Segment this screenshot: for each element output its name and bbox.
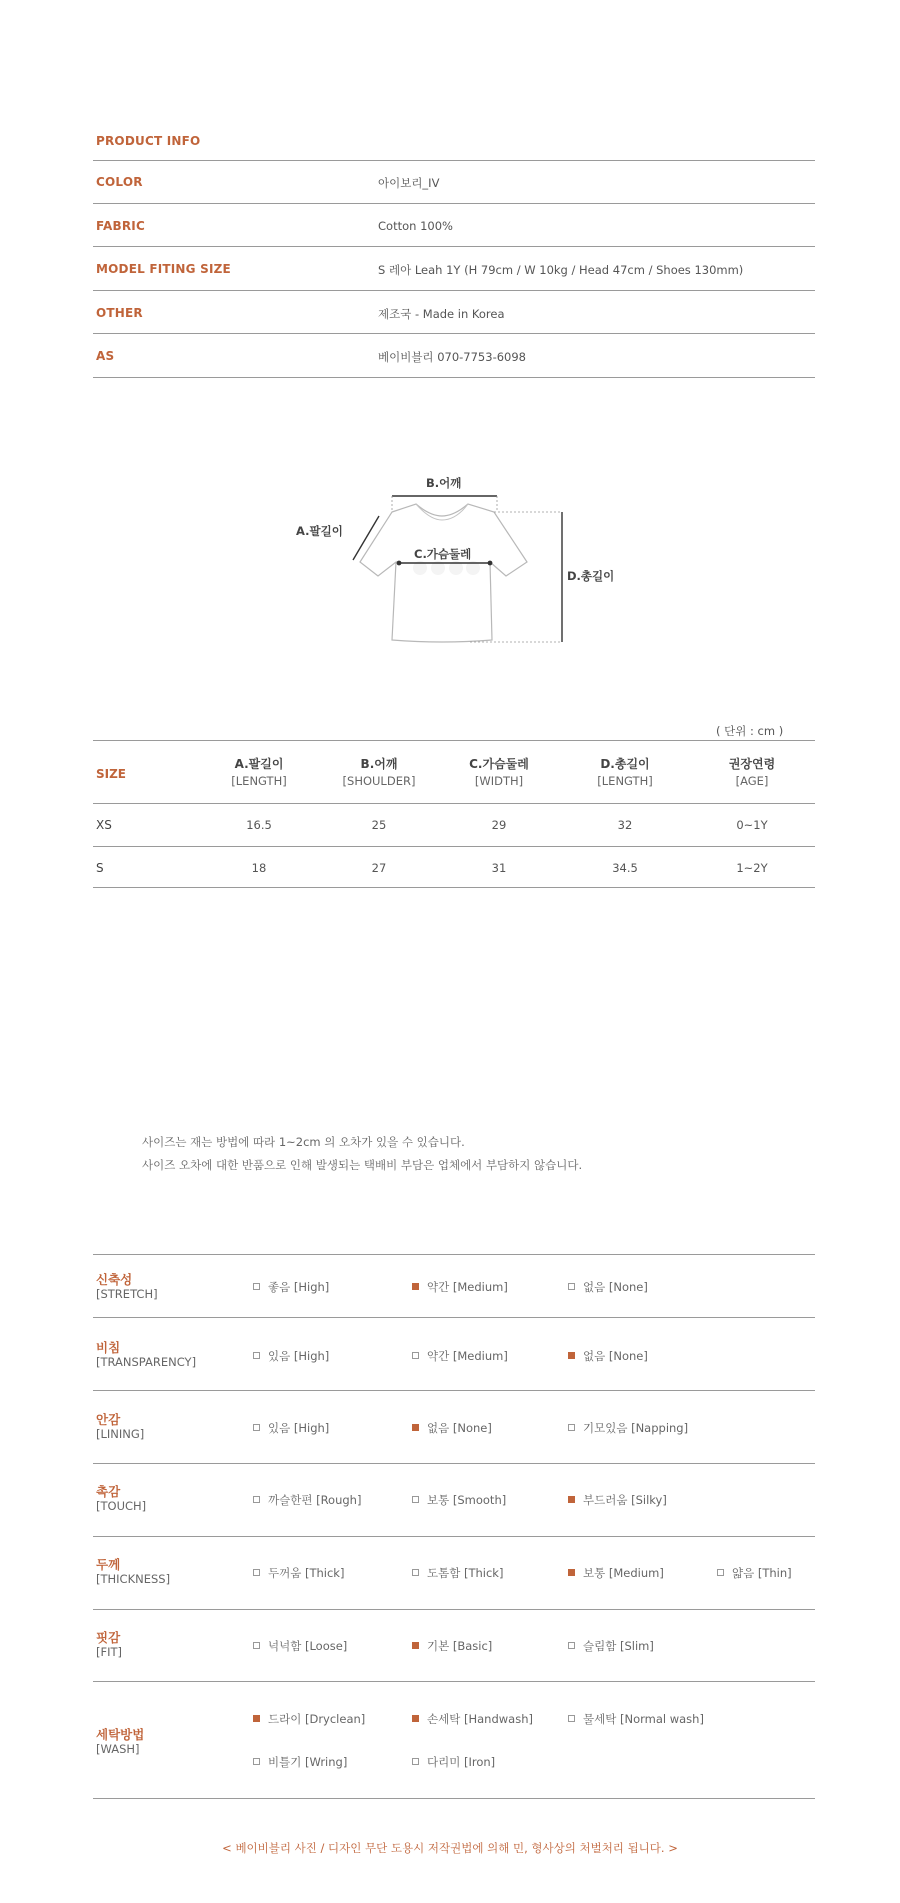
option-normal-wash[interactable] (568, 1711, 704, 1727)
checked-box-icon (568, 1352, 575, 1359)
char-label-ko: 핏감 (96, 1630, 121, 1645)
checked-box-icon (412, 1283, 419, 1290)
divider (93, 1317, 815, 1318)
checked-box-icon (412, 1715, 419, 1722)
table-cell: 16.5 (246, 818, 272, 832)
info-value-model: S 레아 Leah 1Y (H 79cm / W 10kg / Head 47cm / Shoes 130mm) (378, 263, 744, 277)
divider (93, 203, 815, 204)
checkbox-icon (412, 1352, 419, 1359)
option-wring[interactable] (253, 1754, 347, 1770)
option-silky[interactable] (568, 1492, 667, 1508)
copyright-notice: < 베이비블리 사진 / 디자인 무단 도용시 저작권법에 의해 민, 형사상의 처벌처리 됩니다. > (222, 1841, 678, 1855)
checkbox-icon (253, 1424, 260, 1431)
option-label: 슬림함 [Slim] (583, 1639, 654, 1653)
diagram-label-b: B.어깨 (426, 476, 462, 490)
column-header-shoulder (319, 755, 439, 788)
option-high[interactable] (253, 1420, 329, 1436)
option-label: 있음 [High] (268, 1349, 330, 1363)
info-label-other: OTHER (96, 306, 143, 320)
column-header-main: A.팔길이 (234, 757, 284, 771)
char-label-en: [WASH] (96, 1742, 140, 1756)
checkbox-icon (412, 1569, 419, 1576)
table-cell: 34.5 (612, 861, 638, 875)
column-header-length (565, 755, 685, 788)
table-cell: 1~2Y (736, 861, 768, 875)
column-header-main: C.가슴둘레 (469, 757, 529, 771)
option-label: 부드러움 [Silky] (583, 1493, 667, 1507)
column-header-chest (439, 755, 559, 788)
divider (93, 1798, 815, 1799)
char-label-ko: 두께 (96, 1557, 121, 1572)
option-label: 다리미 [Iron] (427, 1755, 496, 1769)
info-value-other: 제조국 - Made in Korea (378, 307, 505, 321)
option-label: 드라이 [Dryclean] (268, 1712, 366, 1726)
option-thin[interactable] (717, 1565, 792, 1581)
table-cell: 0~1Y (736, 818, 768, 832)
option-label: 없음 [None] (583, 1280, 648, 1294)
option-rough[interactable] (253, 1492, 361, 1508)
divider (93, 1254, 815, 1255)
option-medium[interactable] (412, 1279, 508, 1295)
divider (93, 803, 815, 804)
info-label-model: MODEL FITING SIZE (96, 262, 231, 276)
divider (93, 1463, 815, 1464)
product-info-title: PRODUCT INFO (96, 134, 201, 148)
checkbox-icon (412, 1758, 419, 1765)
checkbox-icon (253, 1758, 260, 1765)
size-row-label: XS (96, 818, 112, 832)
option-label: 물세탁 [Normal wash] (583, 1712, 704, 1726)
checkbox-icon (412, 1496, 419, 1503)
divider (93, 290, 815, 291)
checkbox-icon (568, 1424, 575, 1431)
char-label-en: [TOUCH] (96, 1499, 147, 1513)
char-label-en: [LINING] (96, 1427, 145, 1441)
checkbox-icon (568, 1715, 575, 1722)
info-label-as: AS (96, 349, 115, 363)
table-cell: 18 (251, 861, 267, 875)
checkbox-icon (253, 1569, 260, 1576)
size-row-label: S (96, 861, 104, 875)
char-label-ko: 세탁방법 (96, 1727, 145, 1742)
checkbox-icon (253, 1496, 260, 1503)
size-header: SIZE (96, 767, 127, 781)
char-label-en: [TRANSPARENCY] (96, 1355, 197, 1369)
option-none[interactable] (568, 1279, 648, 1295)
size-note: 사이즈는 재는 방법에 따라 1~2cm 의 오차가 있을 수 있습니다. (142, 1135, 465, 1149)
checkbox-icon (253, 1642, 260, 1649)
option-none[interactable] (412, 1420, 492, 1436)
divider (93, 740, 815, 741)
table-cell: 29 (491, 818, 507, 832)
column-header-sub: [AGE] (735, 774, 769, 788)
checkbox-icon (253, 1283, 260, 1290)
column-header-sleeve (199, 755, 319, 788)
column-header-main: 권장연령 (728, 757, 776, 771)
option-none[interactable] (568, 1348, 648, 1364)
option-napping[interactable] (568, 1420, 688, 1436)
info-label-color: COLOR (96, 175, 143, 189)
divider (93, 333, 815, 334)
option-high[interactable] (253, 1348, 329, 1364)
option-slim[interactable] (568, 1638, 654, 1654)
option-label: 넉넉함 [Loose] (268, 1639, 348, 1653)
option-label: 도톰함 [Thick] (427, 1566, 504, 1580)
info-label-fabric: FABRIC (96, 219, 145, 233)
option-medium[interactable] (412, 1348, 508, 1364)
unit-label: ( 단위 : cm ) (716, 724, 784, 738)
column-header-sub: [SHOULDER] (342, 774, 416, 788)
column-header-sub: [LENGTH] (597, 774, 653, 788)
option-label: 비틀기 [Wring] (268, 1755, 348, 1769)
table-cell: 25 (371, 818, 387, 832)
checkbox-icon (717, 1569, 724, 1576)
option-high[interactable] (253, 1279, 329, 1295)
table-cell: 31 (491, 861, 507, 875)
char-label-ko: 비침 (96, 1340, 121, 1355)
option-medium[interactable] (568, 1565, 664, 1581)
option-label: 얇음 [Thin] (732, 1566, 792, 1580)
option-label: 손세탁 [Handwash] (427, 1712, 533, 1726)
info-value-fabric: Cotton 100% (378, 219, 453, 233)
checkbox-icon (568, 1283, 575, 1290)
checked-box-icon (412, 1642, 419, 1649)
size-note: 사이즈 오차에 대한 반품으로 인해 발생되는 택배비 부담은 업체에서 부담하지 않습니다. (142, 1158, 583, 1172)
char-label-en: [STRETCH] (96, 1287, 158, 1301)
option-loose[interactable] (253, 1638, 347, 1654)
option-thick[interactable] (253, 1565, 344, 1581)
checkbox-icon (253, 1352, 260, 1359)
divider (93, 1390, 815, 1391)
option-thick-2[interactable] (412, 1565, 503, 1581)
divider (93, 846, 815, 847)
column-header-main: D.총길이 (600, 757, 650, 771)
char-label-ko: 촉감 (96, 1484, 121, 1499)
option-label: 까슬한편 [Rough] (268, 1493, 362, 1507)
column-header-sub: [WIDTH] (474, 774, 524, 788)
option-label: 있음 [High] (268, 1421, 330, 1435)
option-label: 기본 [Basic] (427, 1639, 493, 1653)
option-label: 약간 [Medium] (427, 1349, 508, 1363)
option-label: 없음 [None] (427, 1421, 492, 1435)
table-cell: 32 (617, 818, 633, 832)
checked-box-icon (568, 1496, 575, 1503)
checked-box-icon (568, 1569, 575, 1576)
char-label-en: [THICKNESS] (96, 1572, 171, 1586)
option-iron[interactable] (412, 1754, 495, 1770)
checkbox-icon (568, 1642, 575, 1649)
divider (93, 887, 815, 888)
option-label: 좋음 [High] (268, 1280, 330, 1294)
option-label: 약간 [Medium] (427, 1280, 508, 1294)
checked-box-icon (253, 1715, 260, 1722)
column-header-age (692, 755, 812, 788)
column-header-sub: [LENGTH] (231, 774, 287, 788)
option-label: 없음 [None] (583, 1349, 648, 1363)
option-handwash[interactable] (412, 1711, 533, 1727)
info-value-color: 아이보리_IV (378, 176, 440, 190)
divider (93, 1609, 815, 1610)
divider (93, 246, 815, 247)
checked-box-icon (412, 1424, 419, 1431)
char-label-ko: 신축성 (96, 1272, 133, 1287)
measurement-diagram (280, 470, 640, 650)
column-header-main: B.어깨 (360, 757, 398, 771)
option-label: 보통 [Medium] (583, 1566, 664, 1580)
option-basic[interactable] (412, 1638, 492, 1654)
option-smooth[interactable] (412, 1492, 506, 1508)
diagram-label-a: A.팔길이 (296, 524, 343, 538)
diagram-label-c: C.가슴둘레 (414, 547, 472, 561)
divider (93, 1536, 815, 1537)
char-label-en: [FIT] (96, 1645, 123, 1659)
option-label: 보통 [Smooth] (427, 1493, 507, 1507)
divider (93, 160, 815, 161)
info-value-as: 베이비블리 070-7753-6098 (378, 350, 526, 364)
char-label-ko: 안감 (96, 1412, 121, 1427)
option-label: 두꺼움 [Thick] (268, 1566, 345, 1580)
table-cell: 27 (371, 861, 387, 875)
option-dryclean[interactable] (253, 1711, 365, 1727)
diagram-label-d: D.총길이 (567, 569, 615, 583)
option-label: 기모있음 [Napping] (583, 1421, 689, 1435)
divider (93, 1681, 815, 1682)
divider (93, 377, 815, 378)
